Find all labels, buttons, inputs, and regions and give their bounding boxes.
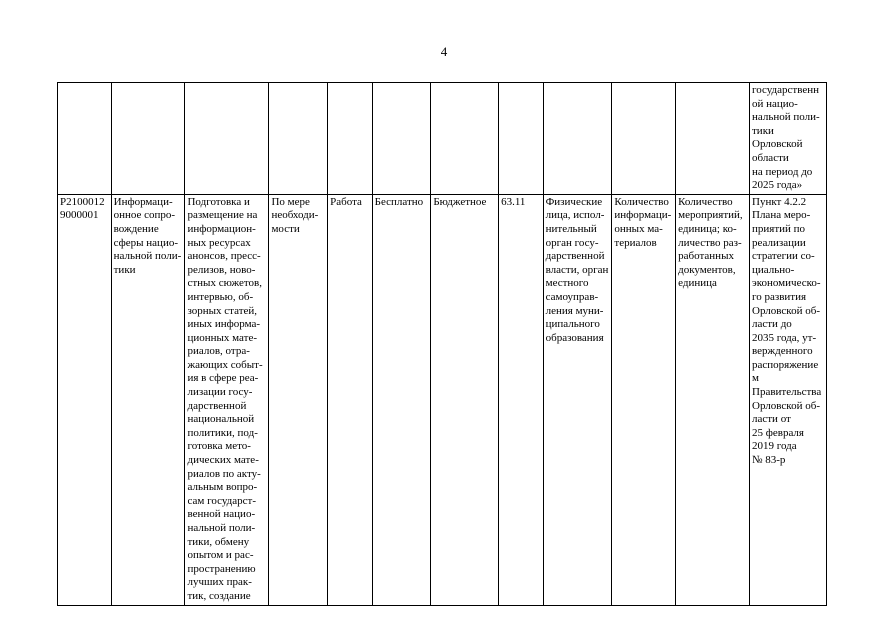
cell-indicator1-top [612,83,676,195]
cell-consumers: Физические лица, испол- нительный орган госу- дарственной власти, орган местного самоуправ- ления муни- ципального образования [543,194,612,605]
cell-type-top [328,83,373,195]
cell-consumers-top [543,83,612,195]
cell-content-top [185,83,269,195]
cell-okved-top [499,83,544,195]
cell-payment-top [372,83,431,195]
cell-type: Работа [328,194,373,605]
page-number: 4 [440,44,448,59]
cell-periodicity-top [269,83,328,195]
cell-code-top [58,83,112,195]
cell-basis: Пункт 4.2.2 Плана меро- приятий по реализации стратегии со- циально- экономическо- го развития Орловской об- ласти до 2035 года, ут- вержденного распоряжением Правительства Орловской об- ласти от 25 февраля 2019 года № 83-р [750,194,827,605]
cell-indicator2: Количество мероприятий, единица; ко- личество раз- работанных документов, единица [676,194,750,605]
table-row [58,83,827,195]
table-row [58,194,827,605]
cell-indicator1: Количество информаци- онных ма- териалов [612,194,676,605]
cell-content: Подготовка и размещение на информацион- ных ресурсах анонсов, пресс- релизов, ново- стных сюжетов, интервью, об- зорных статей, иных информа- ционных мате- риалов, отра- жающих событ- ия в сфере реа- лизации госу- дарственной национальной политики, под- готовка мето- дических мате- риалов по акту- альным вопро- сам государст- венной нацио- нальной поли- тики, обмену опытом и рас- пространению лучших прак- тик, создание [185,194,269,605]
cell-code: Р2100012 9000001 [58,194,112,605]
cell-funding-top [431,83,499,195]
cell-payment: Бесплатно [372,194,431,605]
cell-funding: Бюджетное [431,194,499,605]
cell-basis-top: государственной нацио- нальной поли- тики Орловской области на период до 2025 года» [750,83,827,195]
cell-periodicity: По мере необходи- мости [269,194,328,605]
cell-okved: 63.11 [499,194,544,605]
cell-name-top [111,83,185,195]
services-table [57,82,827,606]
cell-name: Информаци- онное сопро- вождение сферы нацио- нальной поли- тики [111,194,185,605]
cell-indicator2-top [676,83,750,195]
